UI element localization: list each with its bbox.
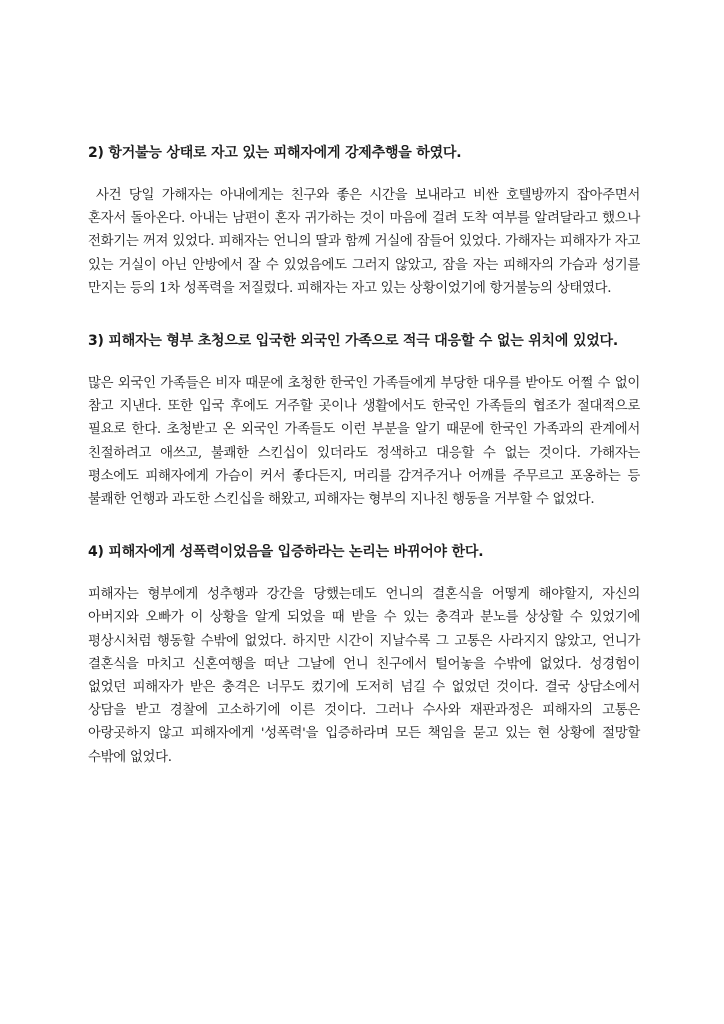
section-body: 많은 외국인 가족들은 비자 때문에 초청한 한국인 가족들에게 부당한 대우를 받아도 어쩔 수 없이 참고 지낸다. 또한 입국 후에도 거주할 곳이나 생활에서도 한국인 가족들의 협조가 절대적으로 필요로 한다. 초청받고 온 외국인 가족들도 이런 부분을 알기 때문에 한국인 가족과의 관계에서 친절하려고 애쓰고, 불쾌한 스킨십이 있더라도 정색하고 대응할 수 없는 것이다. 가해자는 평소에도 피해자에게 가슴이 커서 좋다든지, 머리를 감겨주거나 어깨를 주무르고 포옹하는 등 불쾌한 언행과 과도한 스킨십을 해왔고, 피해자는 형부의 지나친 행동을 거부할 수 없었다. [88,376,640,508]
document-page [88,140,640,797]
section-heading: 2) 항거불능 상태로 자고 있는 피해자에게 강제추행을 하였다. [88,145,462,161]
section-heading: 4) 피해자에게 성폭력이었음을 입증하라는 논리는 바뀌어야 한다. [88,544,484,561]
section-body: 사건 당일 가해자는 아내에게는 친구와 좋은 시간을 보내라고 비싼 호텔방까지 잡아주면서 혼자서 돌아온다. 아내는 남편이 혼자 귀가하는 것이 마음에 걸려 도착 여부를 알려달라고 했으나 전화기는 꺼져 있었다. 피해자는 언니의 딸과 함께 거실에 잠들어 있었다. 가해자는 피해자가 자고 있는 거실이 아닌 안방에서 잘 수 있었음에도 그러지 않았고, 잠을 자는 피해자의 가슴과 성기를 만지는 등의 1차 성폭력을 저질렀다. 피해자는 자고 있는 상황이었기에 항거불능의 상태였다. [88,188,640,296]
section-3 [88,328,640,511]
section-2 [88,140,640,300]
section-heading: 3) 피해자는 형부 초청으로 입국한 외국인 가족으로 적극 대응할 수 없는 위치에 있었다. [88,333,618,350]
section-body: 피해자는 형부에게 성추행과 강간을 당했는데도 언니의 결혼식을 어떻게 해야할지, 자신의 아버지와 오빠가 이 상황을 알게 되었을 때 받을 수 있는 충격과 분노를 상상할 수 있었기에 평상시처럼 행동할 수밖에 없었다. 하지만 시간이 지날수록 그 고통은 사라지지 않았고, 언니가 결혼식을 마치고 신혼여행을 떠난 그날에 언니 친구에서 털어놓을 수밖에 없었다. 성경험이 없었던 피해자가 받은 충격은 너무도 컸기에 도저히 넘길 수 없었던 것이다. 결국 상담소에서 상담을 받고 경찰에 고소하기에 이른 것이다. 그러나 수사와 재판과정은 피해자의 고통은 아랑곳하지 않고 피해자에게 '성폭력'을 입증하라며 모든 책임을 묻고 있는 현 상황에 절망할 수밖에 없었다. [88,587,640,765]
section-4 [88,539,640,769]
